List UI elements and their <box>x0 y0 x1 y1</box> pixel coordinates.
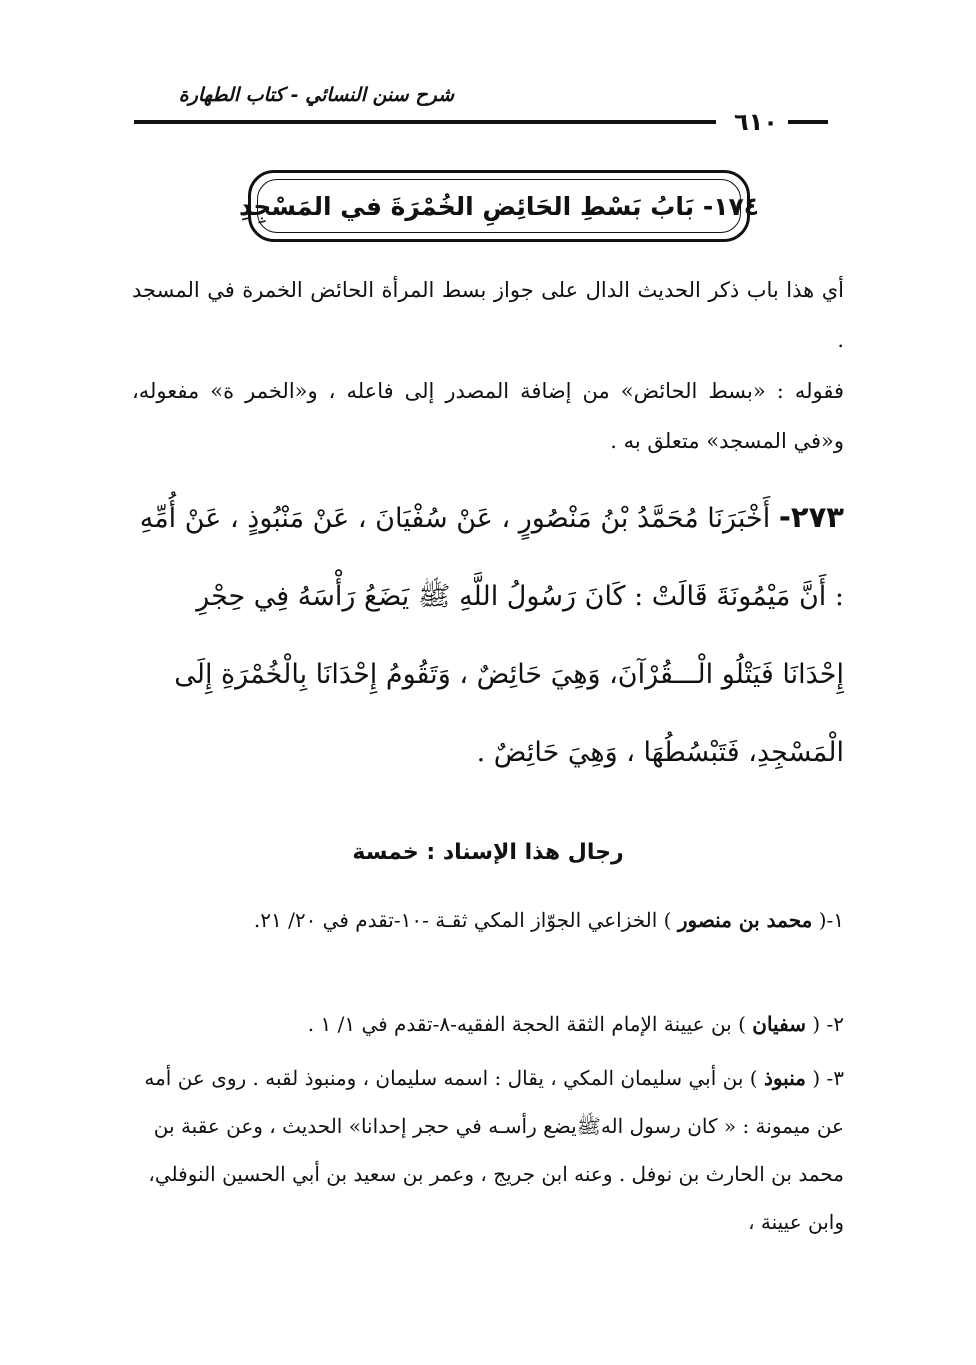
hadith-number: ٢٧٣- <box>778 500 844 534</box>
page-number-block <box>720 104 850 140</box>
narrator-item-2 <box>132 1000 844 1048</box>
narrator-3-prefix: ٣- ( <box>812 1066 844 1090</box>
hadith-text: أَخْبَرَنَا مُحَمَّدُ بْنُ مَنْصُورٍ ، عَنْ سُفْيَانَ ، عَنْ مَنْبُوذٍ ، عَنْ أُمِّهِ : أَنَّ مَيْمُونَةَ قَالَتْ : كَانَ رَسُولُ اللَّهِ ﷺ يَضَعُ رَأْسَهُ فِي حِجْرِ إِحْدَانَا فَيَتْلُو الْـــقُرْآنَ، وَهِيَ حَائِضٌ ، وَتَقُومُ إِحْدَانَا بِالْخُمْرَةِ إِلَى الْمَسْجِدِ، فَتَبْسُطُهَا ، وَهِيَ حَائِضٌ . <box>139 503 844 768</box>
narrators-section-title: رجال هذا الإسناد : خمسة <box>352 840 624 865</box>
header-rule <box>134 120 716 124</box>
narrator-2-details: ) بن عيينة الإمام الثقة الحجة الفقيه-٨-تقدم في ١/ ١ . <box>307 1012 746 1036</box>
intro-paragraph-1: أي هذا باب ذكر الحديث الدال على جواز بسط المرأة الحائض الخمرة في المسجد . <box>132 278 844 352</box>
narrator-1-prefix: ١-( <box>818 908 844 932</box>
running-header-title: شرح سنن النسائي - كتاب الطهارة <box>178 84 454 106</box>
narrator-item-3 <box>132 1054 844 1246</box>
narrator-3-details: ) بن أبي سليمان المكي ، يقال : اسمه سليمان ، ومنبوذ لقبه . روى عن أمه عن ميمونة : « كان رسول الهﷺيضع رأسـه في حجر إحدانا» الحديث ، وعن عقبة بن محمد بن الحارث بن نوفل . وعنه ابن جريج ، وعمر بن سعيد بن أبي الحسين النوفلي، وابن عيينة ، <box>144 1066 844 1234</box>
page-number: ٦١٠ <box>734 108 778 136</box>
chapter-title: ١٧٤- بَابُ بَسْطِ الحَائِضِ الخُمْرَةَ في المَسْجِدِ <box>238 191 760 221</box>
page-number-dash <box>788 120 828 124</box>
narrator-item-1 <box>132 896 844 944</box>
narrator-3-name: منبوذ <box>763 1066 806 1090</box>
narrator-2-prefix: ٢- ( <box>812 1012 844 1036</box>
intro-paragraph-2: فقوله : «بسط الحائض» من إضافة المصدر إلى فاعله ، و«الخمر ة» مفعوله، و«في المسجد» متعلق به . <box>132 379 844 453</box>
narrator-1-name: محمد بن منصور <box>677 908 813 932</box>
chapter-heading-frame <box>238 170 760 242</box>
hadith-block <box>130 478 844 792</box>
narrator-2-name: سفيان <box>752 1012 806 1036</box>
narrator-1-details: ) الخزاعي الجوّاز المكي ثقـة -١٠-تقدم في ٢٠/ ٢١. <box>253 908 672 932</box>
chapter-heading-inner-frame <box>238 179 760 233</box>
